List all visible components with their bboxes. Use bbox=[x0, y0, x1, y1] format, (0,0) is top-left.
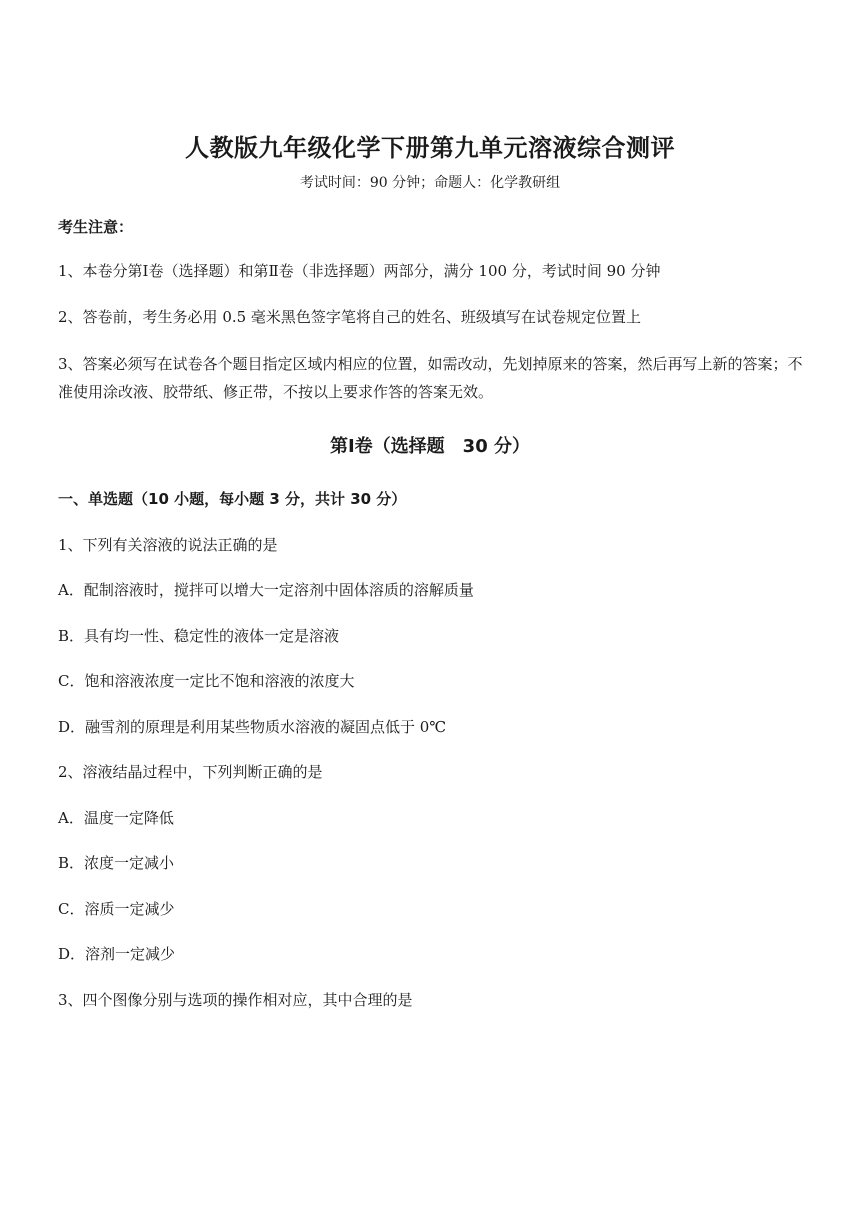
question-1-stem: 1、下列有关溶液的说法正确的是 bbox=[58, 536, 278, 554]
question-1-option-c: C．饱和溶液浓度一定比不饱和溶液的浓度大 bbox=[58, 672, 355, 690]
question-1-option-b: B．具有均一性、稳定性的液体一定是溶液 bbox=[58, 627, 340, 645]
notice-item-2: 2、答卷前，考生务必用 0.5 毫米黑色签字笔将自己的姓名、班级填写在试卷规定位置上 bbox=[58, 308, 641, 326]
section-title: 第Ⅰ卷（选择题 30 分） bbox=[329, 436, 530, 457]
question-2-option-c: C．溶质一定减少 bbox=[58, 900, 175, 918]
notice-heading: 考生注意： bbox=[58, 218, 134, 236]
question-2-option-b: B．浓度一定减小 bbox=[58, 854, 175, 872]
question-3-stem: 3、四个图像分别与选项的操作相对应，其中合理的是 bbox=[58, 991, 413, 1009]
question-2-option-d: D．溶剂一定减少 bbox=[58, 945, 176, 963]
question-1-option-a: A．配制溶液时，搅拌可以增大一定溶剂中固体溶质的溶解质量 bbox=[58, 581, 474, 599]
page-title: 人教版九年级化学下册第九单元溶液综合测评 bbox=[185, 134, 675, 162]
question-2-stem: 2、溶液结晶过程中，下列判断正确的是 bbox=[58, 763, 323, 781]
question-2-option-a: A．温度一定降低 bbox=[58, 809, 174, 827]
notice-item-3: 3、答案必须写在试卷各个题目指定区域内相应的位置，如需改动，先划掉原来的答案，然后再写上新的答案；不准使用涂改液、胶带纸、修正带，不按以上要求作答的答案无效。 bbox=[58, 355, 803, 401]
notice-item-1: 1、本卷分第Ⅰ卷（选择题）和第Ⅱ卷（非选择题）两部分，满分 100 分，考试时间 90 分钟 bbox=[58, 262, 661, 280]
question-1-option-d: D．融雪剂的原理是利用某些物质水溶液的凝固点低于 0℃ bbox=[58, 718, 447, 736]
part-title: 一、单选题（10 小题，每小题 3 分，共计 30 分） bbox=[58, 490, 407, 508]
exam-meta: 考试时间：90 分钟；命题人：化学教研组 bbox=[299, 175, 561, 191]
